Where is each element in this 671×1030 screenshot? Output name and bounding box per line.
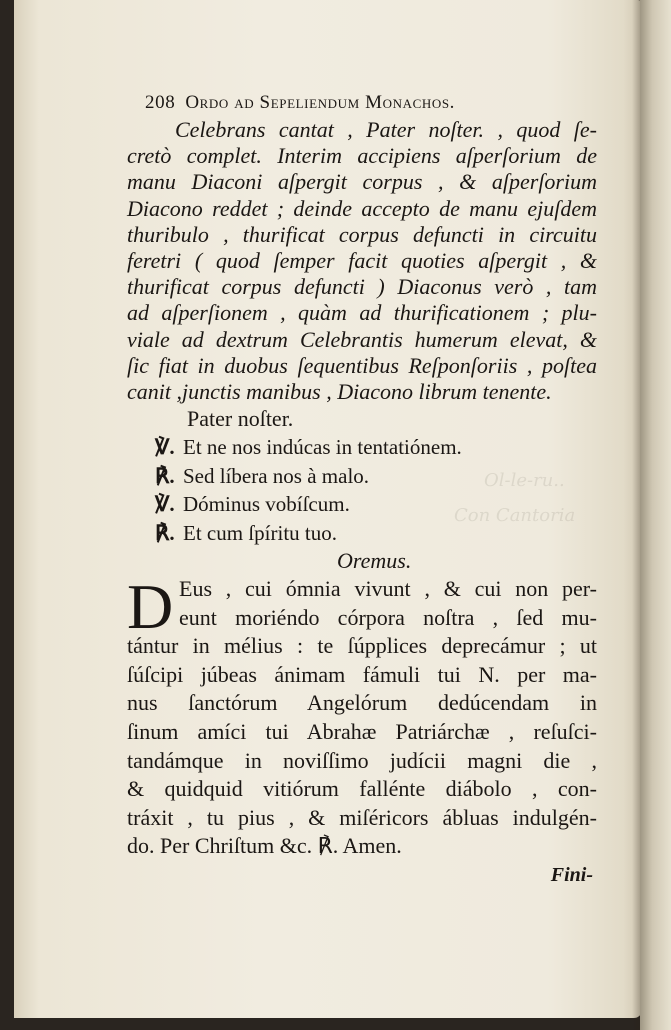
rubric-line: Diacono reddet ; deinde accepto de manu ejuſdem bbox=[127, 195, 597, 221]
bleed-through-text: Con Cantoria bbox=[454, 505, 576, 526]
prayer-line: tráxit , tu pius , & miſéricors ábluas indulgén- bbox=[127, 804, 597, 830]
rubric-line: manu Diaconi aſpergit corpus , & aſperſorium bbox=[127, 169, 597, 195]
versicle-symbol: ℣. bbox=[155, 492, 175, 517]
oremus-heading: Oremus. bbox=[337, 548, 412, 574]
rubric-line: Celebrans cantat , Pater noſter. , quod ſe- bbox=[175, 117, 597, 142]
bleed-through-text: Ol-le-ru.. bbox=[484, 470, 565, 491]
prayer-line: tandámque in noviſſimo judícii magni die , bbox=[127, 747, 597, 773]
prayer-line: ſúſcipi júbeas ánimam fámuli tui N. per ma- bbox=[127, 661, 597, 687]
versicle-line bbox=[127, 433, 597, 462]
response-text: Sed líbera nos à malo. bbox=[183, 463, 370, 488]
drop-cap: D bbox=[127, 571, 174, 643]
prayer-line: eunt moriéndo córpora noſtra , ſed mu- bbox=[179, 604, 597, 630]
rubric-line: thurificat corpus defuncti ) Diaconus verò , tam bbox=[127, 274, 597, 300]
prayer-line: nus ſanctórum Angelórum dedúcendam in bbox=[127, 690, 597, 716]
pater-noster-line: Pater noſter. bbox=[187, 406, 294, 432]
versicle-symbol: ℣. bbox=[155, 435, 175, 460]
versicle-text: Dóminus vobíſcum. bbox=[183, 492, 350, 517]
page-text bbox=[127, 89, 597, 889]
prayer-line: ſinum amíci tui Abrahæ Patriárchæ , reſuſci- bbox=[127, 719, 597, 745]
prayer-line: Eus , cui ómnia vivunt , & cui non per- bbox=[179, 576, 597, 602]
adjacent-page-edge bbox=[640, 0, 671, 1030]
rubric-line: ſic fiat in duobus ſequentibus Reſponſoriis , poſtea bbox=[127, 352, 597, 378]
rubric-paragraph bbox=[127, 117, 597, 405]
prayer-line: & quidquid vitiórum falléntе diábolo , con- bbox=[127, 776, 597, 802]
versicle-text: Et ne nos indúcas in tentatiónem. bbox=[183, 435, 462, 460]
prayer-paragraph bbox=[127, 571, 597, 861]
response-line bbox=[127, 462, 597, 491]
prayer-line: do. Per Chriſtum &c. ℟. Amen. bbox=[127, 833, 402, 859]
rubric-line: ad aſperſionem , quàm ad thurificationem ; plu- bbox=[127, 300, 597, 326]
running-title: Ordo ad Sepeliendum Monachos. bbox=[185, 92, 456, 113]
versicles-list bbox=[127, 433, 597, 547]
response-text: Et cum ſpíritu tuo. bbox=[183, 520, 337, 545]
versicle-line bbox=[127, 490, 597, 519]
rubric-line: feretri ( quod ſemper facit quoties aſpergit , & bbox=[127, 247, 597, 273]
response-symbol: ℟. bbox=[155, 520, 175, 545]
response-line bbox=[127, 519, 597, 548]
page-number: 208 bbox=[145, 92, 176, 113]
response-symbol: ℟. bbox=[155, 463, 175, 488]
prayer-line: tántur in mélius : te ſúpplices deprecámur ; ut bbox=[127, 633, 597, 659]
rubric-line: viale ad dextrum Celebrantis humerum elevat, & bbox=[127, 326, 597, 352]
running-header bbox=[127, 89, 597, 117]
catchword: Fini- bbox=[550, 864, 593, 886]
rubric-line: canit ,junctis manibus , Diacono librum tenente. bbox=[127, 378, 552, 404]
rubric-line: thuribulo , thurificat corpus defuncti in circuitu bbox=[127, 221, 597, 247]
rubric-line: cretò complet. Interim accipiens aſperſorium de bbox=[127, 143, 597, 169]
